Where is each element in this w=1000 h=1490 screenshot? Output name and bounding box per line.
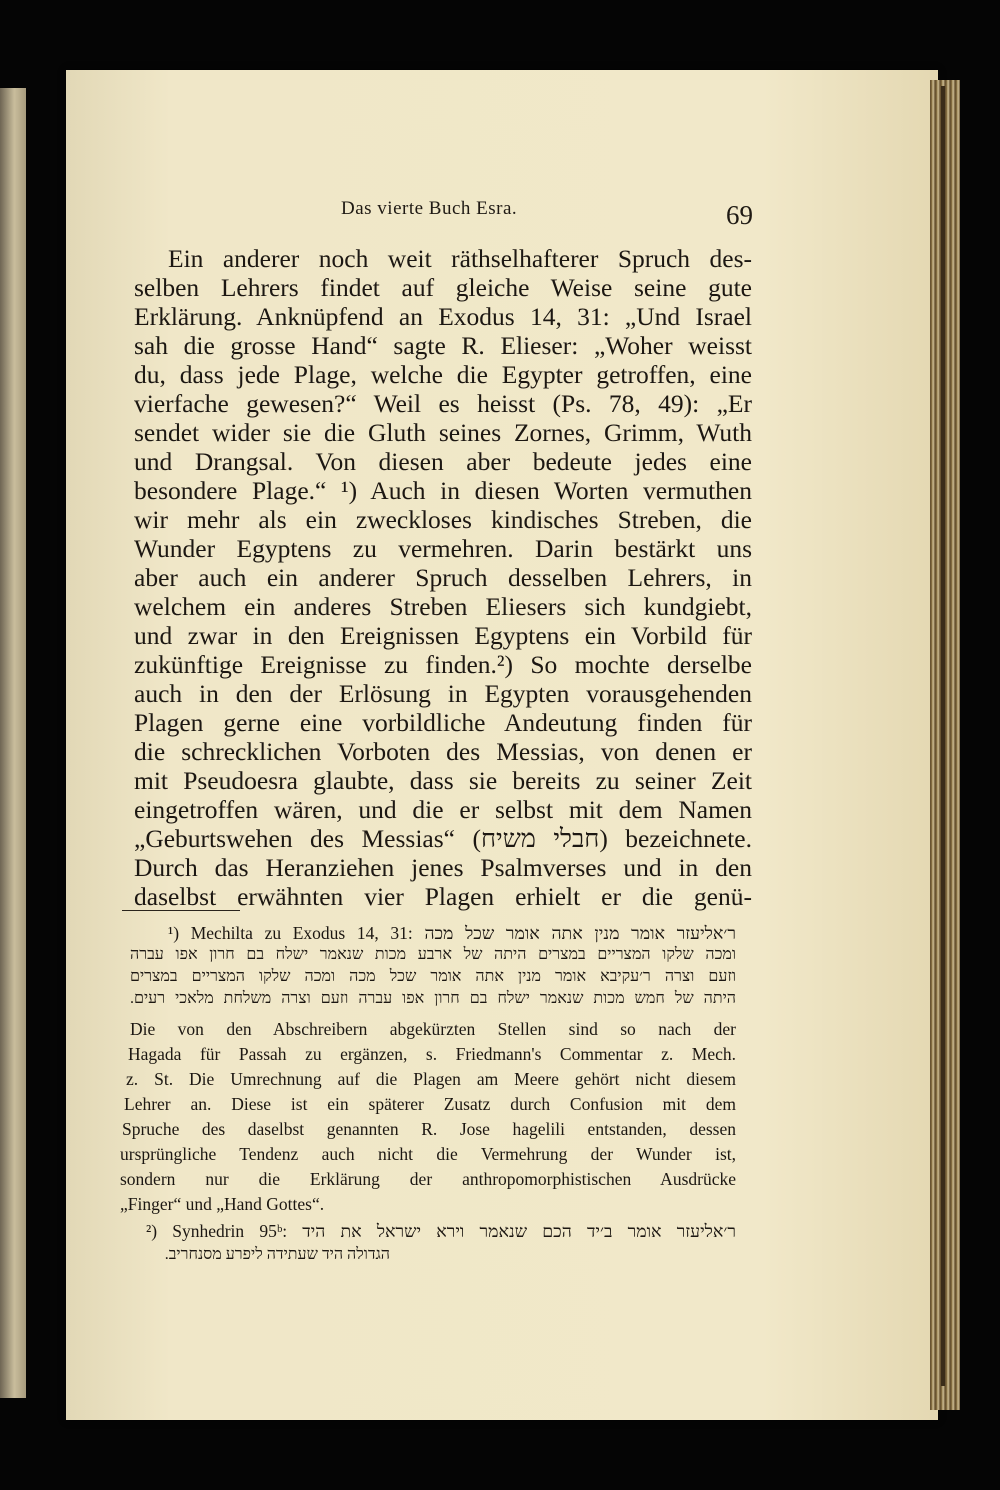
body-line: die schrecklichen Vorboten des Messias, von denen er <box>134 737 752 766</box>
body-line: eingetroffen wären, und die er selbst mit dem Namen <box>134 795 752 824</box>
footnote-rule <box>122 910 240 911</box>
body-line: auch in den der Erlösung in Egypten vorausgehenden <box>134 679 752 708</box>
running-header <box>0 198 1000 238</box>
book-edge-right <box>930 80 960 1410</box>
body-line: und zwar in den Ereignissen Egyptens ein Vorbild für <box>134 621 752 650</box>
footnote-2-line: ²) Synhedrin 95ᵇ: ר׳אליעזר אומר ב׳יד הכם שנאמר וירא ישראל את היד <box>146 1221 736 1241</box>
footnote-2-line: הגדולה היד שעתידה ליפרע מסנחריב. <box>164 1246 390 1263</box>
body-line: du, dass jede Plage, welche die Egypter getroffen, eine <box>134 360 752 389</box>
footnote-1-line: „Finger“ und „Hand Gottes“. <box>120 1194 325 1214</box>
page-number: 69 <box>726 200 753 230</box>
footnote-1-line: Spruche des daselbst genannten R. Jose hagelili entstanden, dessen <box>122 1119 736 1139</box>
body-line: daselbst erwähnten vier Plagen erhielt er die genü- <box>134 882 752 911</box>
footnote-1-line: ursprüngliche Tendenz auch nicht die Vermehrung der Wunder ist, <box>120 1144 736 1164</box>
body-line: vierfache gewesen?“ Weil es heisst (Ps. 78, 49): „Er <box>134 389 752 418</box>
body-line: besondere Plage.“ ¹) Auch in diesen Worten vermuthen <box>134 476 752 505</box>
running-title: Das vierte Buch Esra. <box>341 198 518 219</box>
body-line: aber auch ein anderer Spruch desselben Lehrers, in <box>134 563 752 592</box>
body-line: Durch das Heranziehen jenes Psalmverses und in den <box>134 853 752 882</box>
body-line: wir mehr als ein zweckloses kindisches Streben, die <box>134 505 752 534</box>
footnote-1-line: וזעם וצרה ר׳עקיבא אומר מנין אתה אומר שכל מכה ומכה שלקו המצריים במצרים <box>130 968 736 985</box>
body-line: Erklärung. Anknüpfend an Exodus 14, 31: „Und Israel <box>134 302 752 331</box>
footnote-1-line: ומכה שלקו המצריים במצרים היתה של ארבע מכות שנאמר ישלח בם חרון אפו עברה <box>130 946 736 963</box>
body-line: welchem ein anderes Streben Eliesers sich kundgiebt, <box>134 592 752 621</box>
footnote-1-line: sondern nur die Erklärung der anthropomorphistischen Ausdrücke <box>120 1169 736 1189</box>
footnote-1-line: z. St. Die Umrechnung auf die Plagen am Meere gehört nicht diesem <box>126 1069 736 1089</box>
body-line: mit Pseudoesra glaubte, dass sie bereits zu seiner Zeit <box>134 766 752 795</box>
footnote-1-line: Die von den Abschreibern abgekürzten Stellen sind so nach der <box>130 1019 736 1039</box>
footnote-1-line: היתה של חמש מכות שנאמר ישלח בם חרון אפו עברה וזעם וצרה משלחת מלאכי רעים. <box>130 990 736 1007</box>
body-line: zukünftige Ereignisse zu finden.²) So mochte derselbe <box>134 650 752 679</box>
footnote-1-line: Lehrer an. Diese ist ein späterer Zusatz durch Confusion mit dem <box>124 1094 736 1114</box>
book-edge-left <box>0 88 26 1398</box>
body-line: und Drangsal. Von diesen aber bedeute jedes eine <box>134 447 752 476</box>
page-gutter-shadow <box>941 86 945 1386</box>
footnote-1-line: ¹) Mechilta zu Exodus 14, 31: ר׳אליעזר אומר מנין אתה אומר שכל מכה <box>168 923 737 943</box>
body-line: sah die grosse Hand“ sagte R. Elieser: „Woher weisst <box>134 331 752 360</box>
body-line: Plagen gerne eine vorbildliche Andeutung finden für <box>134 708 752 737</box>
footnote-1-line: Hagada für Passah zu ergänzen, s. Friedmann's Commentar z. Mech. <box>128 1044 736 1064</box>
body-line: „Geburtswehen des Messias“ (חבלי משיח) bezeichnete. <box>134 824 752 853</box>
body-line: Ein anderer noch weit räthselhafterer Spruch des- <box>168 244 752 273</box>
body-line: Wunder Egyptens zu vermehren. Darin bestärkt uns <box>134 534 752 563</box>
body-line: sendet wider sie die Gluth seines Zornes, Grimm, Wuth <box>134 418 752 447</box>
body-line: selben Lehrers findet auf gleiche Weise seine gute <box>134 273 752 302</box>
